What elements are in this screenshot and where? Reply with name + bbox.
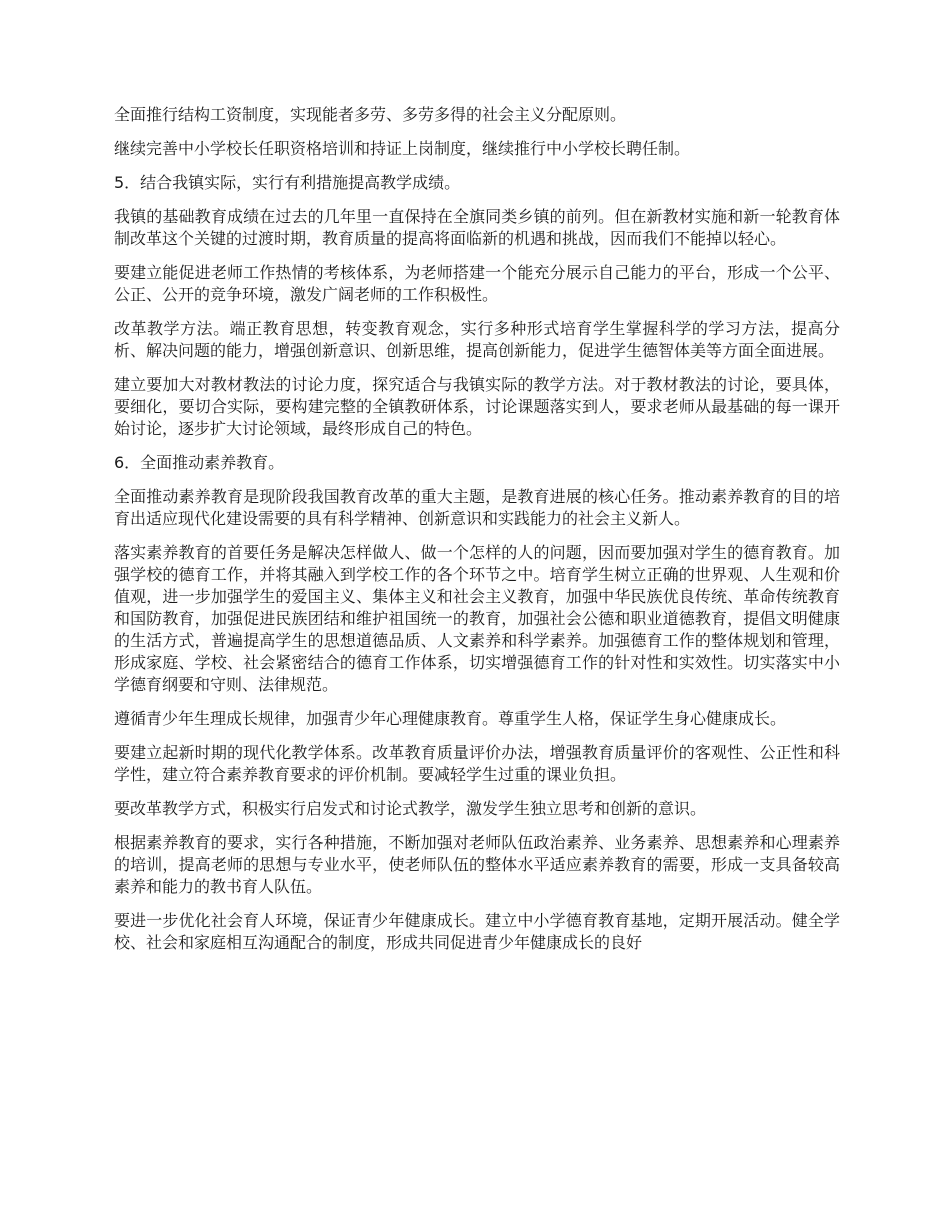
paragraph-teaching-methods: 改革教学方法。端正教育思想，转变教育观念，实行多种形式培育学生掌握科学的学习方法，提高分析、解决问题的能力，增强创新意识、创新思维，提高创新能力，促进学生德智体美等方面全面进展。	[114, 319, 840, 360]
paragraph-teacher-training: 根据素养教育的要求，实行各种措施，不断加强对老师队伍政治素养、业务素养、思想素养和心理素养的培训，提高老师的思想与专业水平，使老师队伍的整体水平适应素养教育的需要，形成一支具备较高素养和能力的教书育人队伍。	[114, 833, 840, 896]
paragraph-textbook-research: 建立要加大对教材教法的讨论力度，探究适合与我镇实际的教学方法。对于教材教法的讨论，要具体，要细化，要切合实际，要构建完整的全镇教研体系，讨论课题落实到人，要求老师从最基础的每一课开始讨论，逐步扩大讨论领域，最终形成自己的特色。	[114, 375, 840, 438]
paragraph-teaching-system: 要建立起新时期的现代化教学体系。改革教育质量评价办法，增强教育质量评价的客观性、公正性和科学性，建立符合素养教育要求的评价机制。要减轻学生过重的课业负担。	[114, 743, 840, 784]
section-heading-6: 6．全面推动素养教育。	[114, 453, 285, 472]
paragraph-mental-health: 遵循青少年生理成长规律，加强青少年心理健康教育。尊重学生人格，保证学生身心健康成长。	[114, 709, 787, 728]
document-page	[114, 104, 840, 966]
paragraph-salary-system: 全面推行结构工资制度，实现能者多劳、多劳多得的社会主义分配原则。	[114, 105, 627, 124]
section-heading-5: 5．结合我镇实际，实行有利措施提高教学成绩。	[114, 173, 461, 192]
paragraph-quality-education: 全面推动素养教育是现阶段我国教育改革的重大主题，是教育进展的核心任务。推动素养教育的目的培育出适应现代化建设需要的具有科学精神、创新意识和实践能力的社会主义新人。	[114, 487, 840, 528]
paragraph-teaching-style: 要改革教学方式，积极实行启发式和讨论式教学，激发学生独立思考和创新的意识。	[114, 799, 707, 818]
paragraph-social-environment: 要进一步优化社会育人环境，保证青少年健康成长。建立中小学德育教育基地，定期开展活动。健全学校、社会和家庭相互沟通配合的制度，形成共同促进青少年健康成长的良好	[114, 911, 840, 952]
paragraph-principal-training: 继续完善中小学校长任职资格培训和持证上岗制度，继续推行中小学校长聘任制。	[114, 139, 691, 158]
paragraph-moral-education: 落实素养教育的首要任务是解决怎样做人、做一个怎样的人的问题，因而要加强对学生的德育教育。加强学校的德育工作，并将其融入到学校工作的各个环节之中。培育学生树立正确的世界观、人生观和价值观，进一步加强学生的爱国主义、集体主义和社会主义教育，加强中华民族优良传统、革命传统教育和国防教育，加强促进民族团结和维护祖国统一的教育，加强社会公德和职业道德教育，提倡文明健康的生活方式，普遍提高学生的思想道德品质、人文素养和科学素养。加强德育工作的整体规划和管理，形成家庭、学校、社会紧密结合的德育工作体系，切实增强德育工作的针对性和实效性。切实落实中小学德育纲要和守则、法律规范。	[114, 543, 840, 694]
paragraph-assessment-system: 要建立能促进老师工作热情的考核体系，为老师搭建一个能充分展示自己能力的平台，形成一个公平、公正、公开的竞争环境，激发广阔老师的工作积极性。	[114, 263, 840, 304]
paragraph-basic-education: 我镇的基础教育成绩在过去的几年里一直保持在全旗同类乡镇的前列。但在新教材实施和新一轮教育体制改革这个关键的过渡时期，教育质量的提高将面临新的机遇和挑战，因而我们不能掉以轻心。	[114, 207, 840, 248]
